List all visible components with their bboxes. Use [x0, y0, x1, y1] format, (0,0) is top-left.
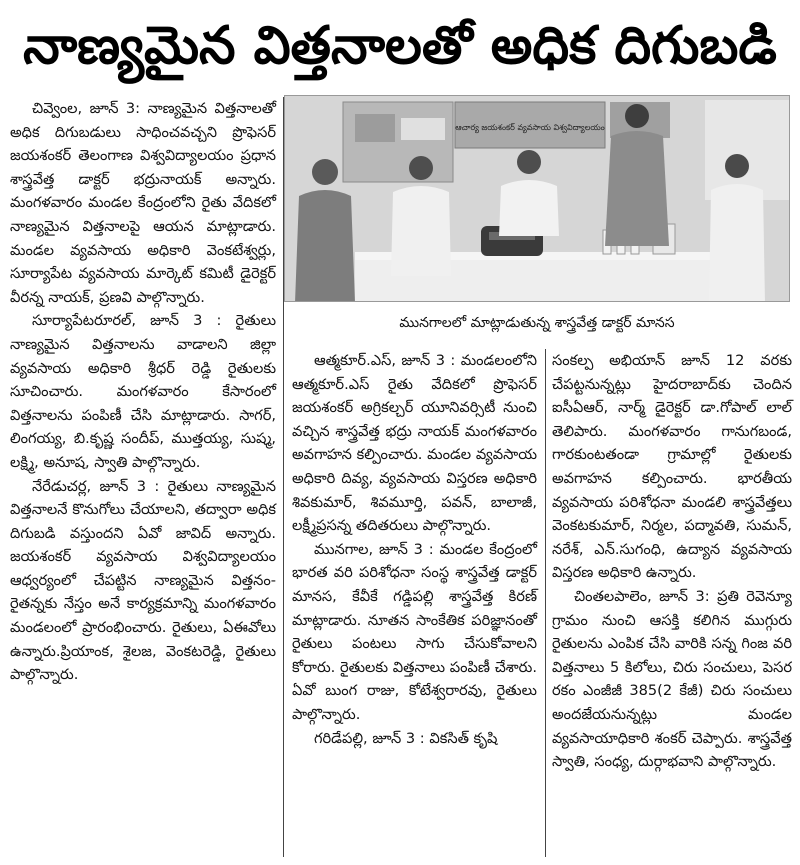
news-photo-image	[285, 96, 790, 302]
article-paragraph-chivvemla: చివ్వెంల, జూన్ 3: నాణ్యమైన విత్తనాలతో అధిక దిగుబడులు సాధించవచ్చని ప్రొఫెసర్ జయశంకర్ తెలంగాణ విశ్వవిద్యాలయం ప్రధాన శాస్త్రవేత్త డాక్టర్ భద్రునాయక్ అన్నారు. మంగళవారం మండల కేంద్రంలోని రైతు వేదికలో నాణ్యమైన విత్తనాలపై ఆయన మాట్లాడారు. మండల వ్యవసాయ అధికారి వెంకటేశ్వర్లు, సూర్యాపేట వ్యవసాయ మార్కెట్ కమిటీ డైరెక్టర్ వీరన్న నాయక్, ప్రణవి పాల్గొన్నారు.	[10, 100, 276, 306]
column-divider	[283, 97, 284, 857]
article-paragraph-suryapet-rural: సూర్యాపేటరూరల్, జూన్ 3 : రైతులు నాణ్యమైన విత్తనాలను వాడాలని జిల్లా వ్యవసాయ అధికారి శ్రీధర్ రెడ్డి రైతులకు సూచించారు. మంగళవారం కేసారంలో విత్తనాలను పంపిణీ చేసి మాట్లాడారు. సాగర్, లింగయ్య, బి.కృష్ణ సందీప్, ముత్తయ్య, సుష్మ, లక్ష్మి, అనూష, స్వాతి పాల్గొన్నారు.	[10, 312, 276, 471]
banner-text: ఆచార్య జయశంకర్ వ్యవసాయ విశ్వవిద్యాలయం	[455, 123, 605, 132]
column-divider	[545, 349, 546, 857]
article-column-2	[292, 349, 537, 750]
headline: నాణ్యమైన విత్తనాలతో అధిక దిగుబడి	[23, 16, 777, 76]
photo-caption: మునగాలలో మాట్లాడుతున్న శాస్త్రవేత్త డాక్టర్ మానస	[399, 315, 675, 331]
article-column-1	[10, 97, 276, 687]
article-column-3	[552, 349, 792, 774]
article-paragraph-munagala: మునగాల, జూన్ 3 : మండల కేంద్రంలో భారత వరి పరిశోధనా సంస్థ శాస్త్రవేత్త డాక్టర్ మానస, కేవీకే గడ్డిపల్లి శాస్త్రవేత్త కిరణ్ మాట్లాడారు. నూతన సాంకేతిక పరిజ్ఞానంతో రైతులు పంటలు సాగు చేసుకోవాలని కోరారు. రైతులకు విత్తనాలు పంపిణీ చేశారు. ఏవో బుంగ రాజు, కోటేశ్వరారవు, రైతులు పాల్గొన్నారు.	[292, 540, 537, 723]
article-paragraph-atmakur: ఆత్మకూర్.ఎస్, జూన్ 3 : మండలంలోని ఆత్మకూర్.ఎస్ రైతు వేదికలో ప్రొఫెసర్ జయశంకర్ అగ్రికల్చర్ యూనివర్సిటీ నుంచి వచ్చిన శాస్త్రవేత్త భద్రు నాయక్ మంగళవారం అవగాహన కల్పించారు. మండల వ్యవసాయ అధికారి దివ్య, వ్యవసాయ విస్తరణ అధికారి శివకుమార్, శివమూర్తి, పవన్, బాలాజీ, లక్ష్మీప్రసన్న తదితరులు పాల్గొన్నారు.	[292, 352, 537, 535]
news-photo	[284, 95, 790, 302]
article-paragraph-chintalapalem: చింతలపాలెం, జూన్ 3: ప్రతి రెవెన్యూ గ్రామం నుంచి ఆసక్తి కలిగిన ముగ్గురు రైతులను ఎంపిక చేసి వారికి సన్న గింజ వరి విత్తనాలు 5 కిలోలు, చిరు సంచులు, పెసర రకం ఎంజీజీ 385(2 కేజీ) చిరు సంచులు అందజేయనున్నట్లు మండల వ్యవసాయాధికారి శంకర్ చెప్పారు. శాస్త్రవేత్త స్వాతి, సంధ్య, దుర్గాభవాని పాల్గొన్నారు.	[552, 587, 792, 771]
article-paragraph-garidepalli: గరిడేపల్లి, జూన్ 3 : వికసిత్ కృషి	[314, 729, 498, 747]
article-paragraph-nereducharla: నేరేడుచర్ల, జూన్ 3 : రైతులు నాణ్యమైన విత్తనాలనే కొనుగోలు చేయాలని, తద్వారా అధిక దిగుబడి వస్తుందని ఏవో జావిద్ అన్నారు. జయశంకర్ వ్యవసాయ విశ్వవిద్యాలయం ఆధ్వర్యంలో చేపట్టిన నాణ్యమైన విత్తనం- రైతన్నకు నేస్తం అనే కార్యక్రమాన్ని మంగళవారం మండలంలో ప్రారంభించారు. రైతులు, ఏఈవోలు ఉన్నారు.ప్రియాంక, శైలజ, వెంకటరెడ్డి, రైతులు పాల్గొన్నారు.	[10, 477, 276, 684]
article-paragraph-sankalp: సంకల్ప అభియాన్ జూన్ 12 వరకు చేపట్టనున్నట్లు హైదరాబాద్‌కు చెందిన ఐసీఏఆర్, నార్మ్ డైరెక్టర్ డా.గోపాల్ లాల్ తెలిపారు. మంగళవారం గానుగబండ, గారకుంటతండా గ్రామాల్లో రైతులకు అవగాహన కల్పించారు. భారతీయ వ్యవసాయ పరిశోధనా మండలి శాస్త్రవేత్తలు వెంకటకుమార్, నిర్మల, పద్మావతి, సుమన్, నరేశ్, ఎన్.సుగంధి, ఉద్యాన వ్యవసాయ విస్తరణ అధికారి ఉన్నారు.	[552, 352, 792, 582]
